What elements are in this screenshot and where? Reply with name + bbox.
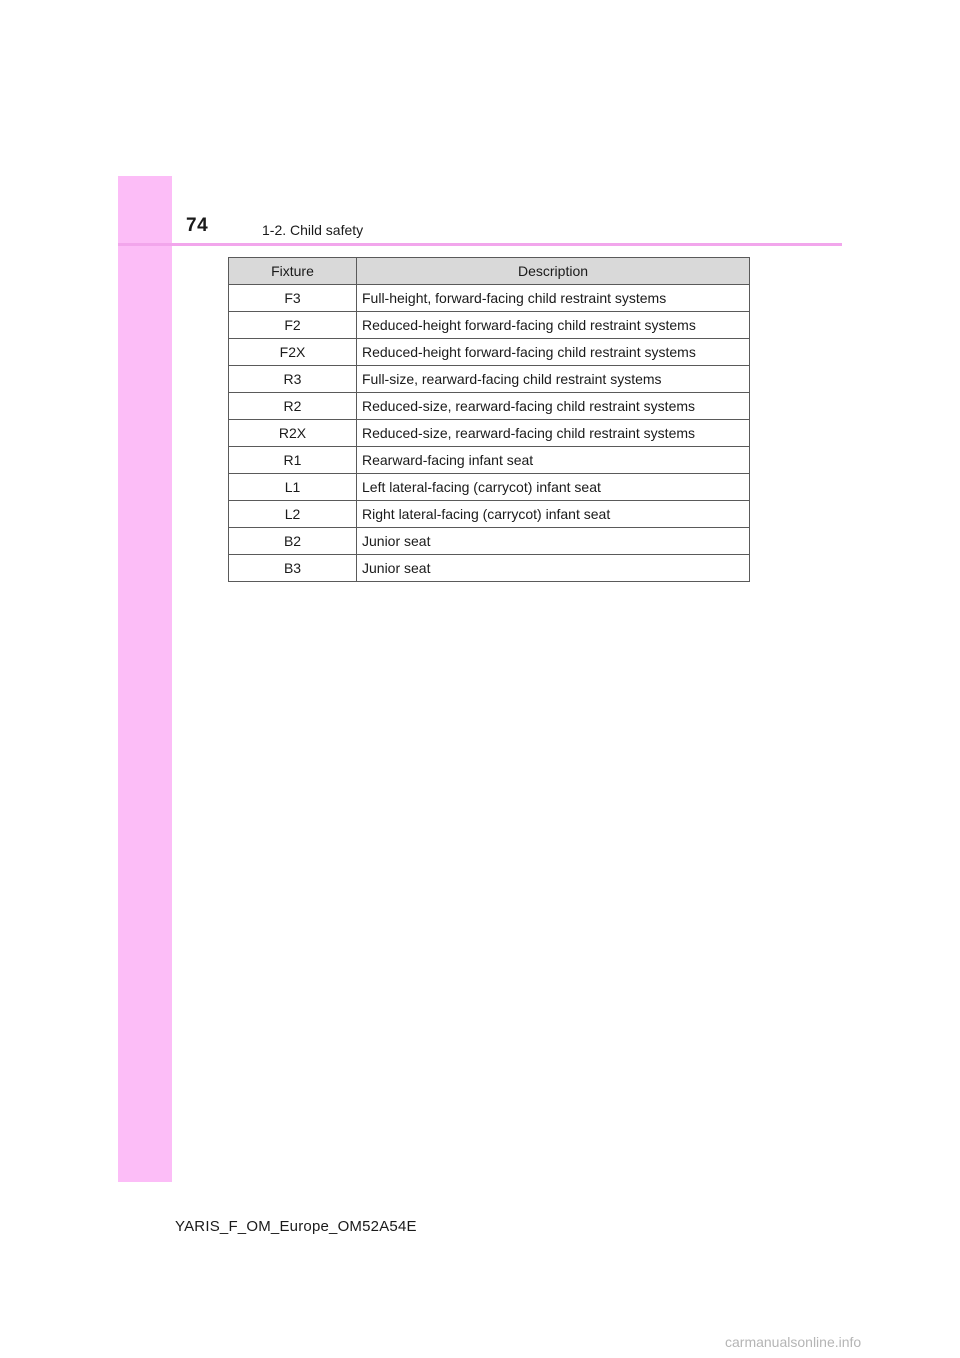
section-title: 1-2. Child safety [262,222,364,238]
description-cell: Junior seat [357,555,750,582]
fixture-cell: R3 [229,366,357,393]
fixture-cell: L2 [229,501,357,528]
table-row [229,555,750,582]
side-tab-band [118,176,172,1182]
table-row [229,366,750,393]
fixture-table [228,257,750,582]
document-code: YARIS_F_OM_Europe_OM52A54E [175,1218,417,1235]
page-number: 74 [186,215,209,236]
description-cell: Full-size, rearward-facing child restraint systems [357,366,750,393]
table-row [229,501,750,528]
table-row [229,393,750,420]
table-row [229,528,750,555]
table-row [229,420,750,447]
table-header-row [229,258,750,285]
header-divider [118,243,842,246]
description-cell: Full-height, forward-facing child restraint systems [357,285,750,312]
description-cell: Reduced-size, rearward-facing child restraint systems [357,420,750,447]
fixture-cell: L1 [229,474,357,501]
fixture-cell: B2 [229,528,357,555]
fixture-cell: B3 [229,555,357,582]
fixture-cell: F2X [229,339,357,366]
column-header-description: Description [357,258,750,285]
watermark: carmanualsonline.info [725,1334,862,1350]
table-row [229,447,750,474]
description-cell: Reduced-height forward-facing child restraint systems [357,339,750,366]
table-row [229,312,750,339]
description-cell: Junior seat [357,528,750,555]
description-cell: Reduced-height forward-facing child restraint systems [357,312,750,339]
table-row [229,474,750,501]
fixture-cell: R2 [229,393,357,420]
column-header-fixture: Fixture [229,258,357,285]
description-cell: Reduced-size, rearward-facing child restraint systems [357,393,750,420]
table-row [229,339,750,366]
fixture-cell: F3 [229,285,357,312]
fixture-cell: R1 [229,447,357,474]
description-cell: Right lateral-facing (carrycot) infant seat [357,501,750,528]
description-cell: Left lateral-facing (carrycot) infant seat [357,474,750,501]
table-row [229,285,750,312]
description-cell: Rearward-facing infant seat [357,447,750,474]
fixture-cell: R2X [229,420,357,447]
fixture-cell: F2 [229,312,357,339]
